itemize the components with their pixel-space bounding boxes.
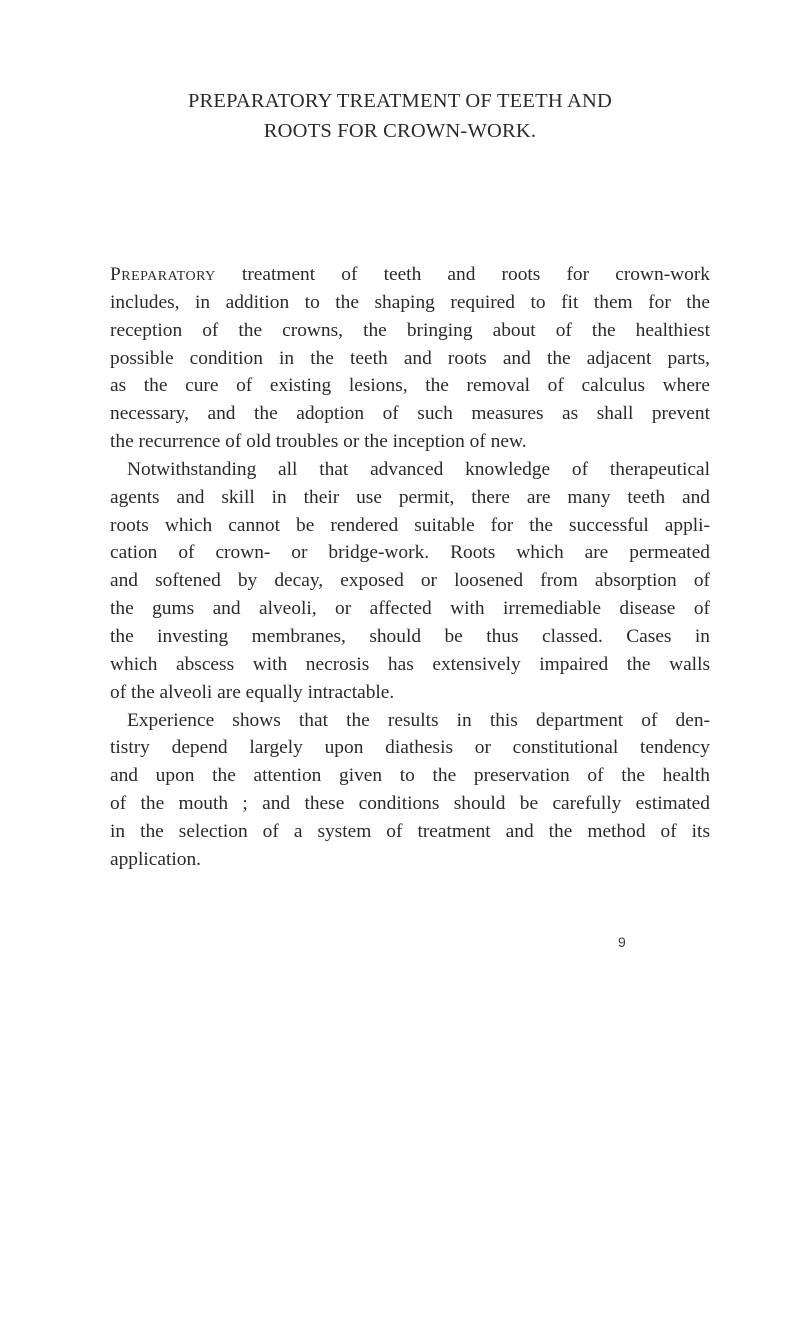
heading-line-2: ROOTS FOR CROWN-WORK. (263, 120, 537, 142)
text-line: which abscess with necrosis has extensively impaired the walls (110, 653, 710, 675)
text-line: the gums and alveoli, or affected with irremediable disease of (110, 598, 710, 620)
page-number: 9 (618, 934, 626, 950)
text-line: Experience shows that the results in this department of den- (127, 709, 710, 731)
text-line: the recurrence of old troubles or the inception of new. (110, 431, 527, 453)
text-line: Preparatory treatment of teeth and roots for crown-work (110, 264, 710, 285)
text-line: and softened by decay, exposed or loosened from absorption of (110, 570, 710, 592)
text-line: Notwithstanding all that advanced knowledge of therapeutical (127, 458, 710, 480)
text-line: includes, in addition to the shaping required to fit them for the (110, 291, 710, 313)
text-line: necessary, and the adoption of such measures as shall prevent (110, 403, 710, 425)
paragraph-2 (110, 456, 710, 707)
chapter-heading (0, 86, 800, 146)
text-line: of the mouth ; and these conditions should be carefully estimated (110, 793, 710, 815)
paragraph-1 (110, 261, 710, 456)
text-line: in the selection of a system of treatment and the method of its (110, 820, 710, 842)
text-line: of the alveoli are equally intractable. (110, 681, 395, 703)
text-line: as the cure of existing lesions, the removal of calculus where (110, 375, 710, 397)
text-line: and upon the attention given to the preservation of the health (110, 765, 710, 787)
lead-small-caps: Preparatory (110, 264, 216, 285)
text-line: reception of the crowns, the bringing about of the healthiest (110, 319, 710, 341)
heading-line-1: PREPARATORY TREATMENT OF TEETH AND (187, 90, 613, 112)
text-line: roots which cannot be rendered suitable for the successful appli- (110, 514, 710, 536)
text-line: agents and skill in their use permit, there are many teeth and (110, 486, 710, 508)
text-line: cation of crown- or bridge-work. Roots which are permeated (110, 542, 710, 564)
text-line: the investing membranes, should be thus classed. Cases in (110, 625, 710, 647)
text-line: application. (110, 848, 201, 870)
text-line: possible condition in the teeth and roots and the adjacent parts, (110, 347, 710, 369)
paragraph-3 (110, 707, 710, 874)
body-text (110, 261, 710, 874)
text-line: tistry depend largely upon diathesis or constitutional tendency (110, 737, 710, 759)
